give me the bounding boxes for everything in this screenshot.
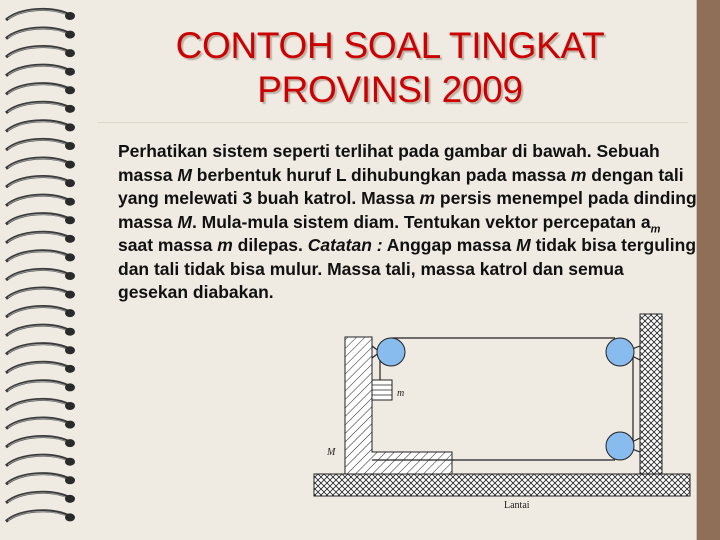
title-divider bbox=[98, 122, 688, 123]
binding-loop bbox=[6, 269, 75, 280]
problem-text: Perhatikan sistem seperti terlihat pada gambar di bawah. Sebuah massa M berbentuk huruf L dihubungkan pada massa m dengan tali yang melewati 3 buah katrol. Massa m persis menempel pada dinding massa M. Mula-mula sistem diam. Tentukan vektor percepatan $a_m$ saat massa m dilepas. Catatan : Anggap massa M tidak bisa terguling dan tali tidak bisa mulur. Massa tali, massa katrol dan semua gesekan diabakan. bbox=[118, 141, 697, 302]
spiral-binding-icon bbox=[0, 0, 92, 540]
binding-loop bbox=[6, 177, 75, 188]
small-mass-m bbox=[372, 380, 392, 400]
binding-loop bbox=[6, 195, 75, 206]
pulley-top-right bbox=[606, 338, 634, 366]
title-line-2: PROVINSI 2009 bbox=[257, 69, 523, 110]
slide-title bbox=[95, 24, 685, 112]
title-line-1: CONTOH SOAL TINGKAT bbox=[175, 25, 605, 66]
binding-loop bbox=[6, 84, 75, 95]
pulley-left bbox=[377, 338, 405, 366]
binding-loop bbox=[6, 307, 75, 318]
label-floor: Lantai bbox=[504, 500, 530, 511]
binding-loop bbox=[6, 437, 75, 448]
binding-loop bbox=[6, 474, 75, 485]
binding-loop bbox=[6, 511, 75, 522]
pulley-mounts bbox=[372, 346, 640, 452]
label-big-mass: M bbox=[327, 447, 336, 458]
binding-loop bbox=[6, 455, 75, 466]
pulley-bottom-right bbox=[606, 432, 634, 460]
binding-loop bbox=[6, 139, 75, 150]
binding-loop bbox=[6, 121, 75, 132]
label-small-mass: m bbox=[397, 388, 405, 399]
binding-loop bbox=[6, 362, 75, 373]
binding-loop bbox=[6, 399, 75, 410]
binding-loop bbox=[6, 214, 75, 225]
binding-loop bbox=[6, 9, 75, 20]
binding-loop bbox=[6, 381, 75, 392]
binding-loop bbox=[6, 158, 75, 169]
binding-loop bbox=[6, 344, 75, 355]
binding-loop bbox=[6, 418, 75, 429]
binding-loop bbox=[6, 65, 75, 76]
binding-loop bbox=[6, 47, 75, 58]
binding-loop bbox=[6, 28, 75, 39]
binding-loop bbox=[6, 325, 75, 336]
binding-loop bbox=[6, 288, 75, 299]
binding-loop bbox=[6, 232, 75, 243]
binding-loop bbox=[6, 492, 75, 503]
right-wall bbox=[640, 314, 662, 474]
binding-loop bbox=[6, 251, 75, 262]
string bbox=[372, 338, 633, 460]
floor bbox=[314, 474, 690, 496]
pulley-system-diagram bbox=[300, 300, 700, 525]
binding-loop bbox=[6, 102, 75, 113]
